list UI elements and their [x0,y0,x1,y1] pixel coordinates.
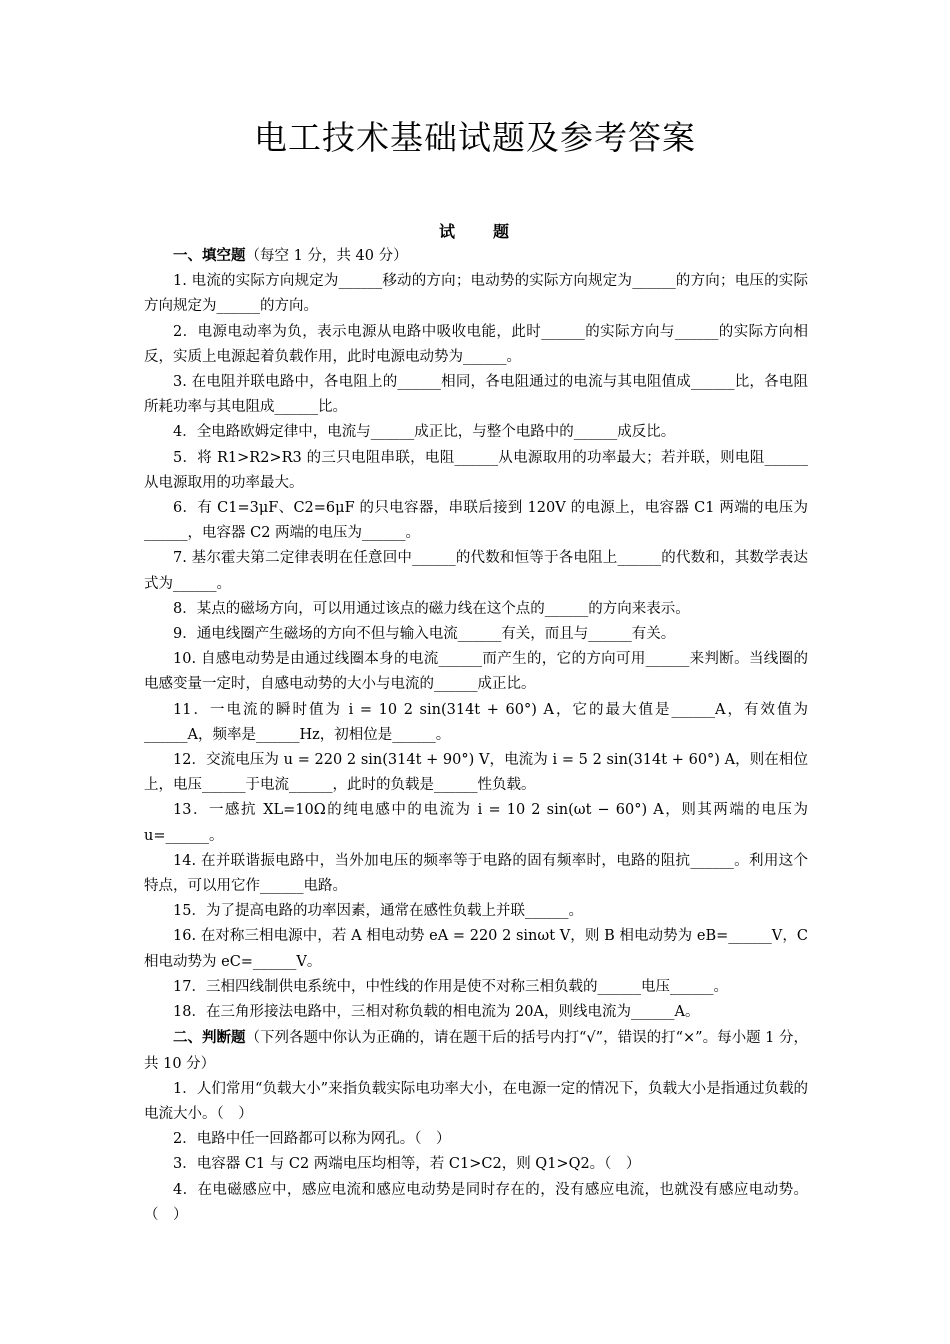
question-item: 12．交流电压为 u = 220 2 sin(314t + 90°) V，电流为 i = 5 2 sin(314t + 60°) A，则在相位上，电压______于电流______，此时的负载是______性负载。 [144,752,808,794]
question-item: 11．一电流的瞬时值为 i = 10 2 sin(314t + 60°) A，它的最大值是______A，有效值为______A，频率是______Hz，初相位是______。 [144,701,808,743]
section-subtitle: 试 题 [438,222,511,241]
question-item: 8．某点的磁场方向，可以用通过该点的磁力线在这个点的______的方向来表示。 [173,600,690,617]
question-item: 3．电容器 C1 与 C2 两端电压均相等，若 C1>C2，则 Q1>Q2。（ ） [173,1156,641,1173]
document-title: 电工技术基础试题及参考答案 [254,118,696,157]
question-item: 15．为了提高电路的功率因素，通常在感性负载上并联______。 [173,903,583,920]
question-item: 1. 电流的实际方向规定为______移动的方向；电动势的实际方向规定为______的方向；电压的实际方向规定为______的方向。 [144,273,808,315]
question-item: 4．在电磁感应中，感应电流和感应电动势是同时存在的，没有感应电流，也就没有感应电动势。（ ） [144,1181,808,1223]
question-item: 9．通电线圈产生磁场的方向不但与输入电流______有关，而且与______有关。 [173,626,676,643]
section-heading-fill-blank [144,243,808,269]
section-title: 二、判断题 [173,1029,246,1047]
question-item: 5．将 R1>R2>R3 的三只电阻串联，电阻______从电源取用的功率最大；若并联，则电阻______从电源取用的功率最大。 [144,449,808,491]
section-note: （每空 1 分，共 40 分） [245,248,408,264]
question-item: 18．在三角形接法电路中，三相对称负载的相电流为 20A，则线电流为______A。 [173,1004,700,1021]
question-item: 6．有 C1=3μF、C2=6μF 的只电容器，串联后接到 120V 的电源上，电容器 C1 两端的电压为______，电容器 C2 两端的电压为______。 [144,500,808,542]
section-heading-true-false [144,1025,808,1076]
question-item: 17．三相四线制供电系统中，中性线的作用是使不对称三相负载的______电压______。 [173,978,728,995]
question-body [144,243,808,1228]
question-item: 13．一感抗 XL=10Ω的纯电感中的电流为 i = 10 2 sin(ωt − 60°) A，则其两端的电压为u=______。 [144,802,808,844]
question-item: 2．电路中任一回路都可以称为网孔。（ ） [173,1131,451,1148]
question-item: 1．人们常用“负载大小”来指负载实际电功率大小，在电源一定的情况下，负载大小是指通过负载的电流大小。（ ） [144,1080,808,1122]
section-title: 一、填空题 [173,247,246,264]
question-item: 2．电源电动率为负，表示电源从电路中吸收电能，此时______的实际方向与______的实际方向相反，实质上电源起着负载作用，此时电源电动势为______。 [144,323,808,365]
question-item: 3. 在电阻并联电路中，各电阻上的______相同，各电阻通过的电流与其电阻值成______比，各电阻所耗功率与其电阻成______比。 [144,374,808,416]
question-item: 16. 在对称三相电源中，若 A 相电动势 eA = 220 2 sinωt V，则 B 相电动势为 eB=______V，C 相电动势为 eC=______V。 [144,928,808,970]
question-item: 4．全电路欧姆定律中，电流与______成正比，与整个电路中的______成反比。 [173,424,676,441]
section-note: （下列各题中你认为正确的，请在题干后的括号内打“√”，错误的打“×”。每小题 1 分，共 10 分） [144,1030,809,1072]
question-item: 10. 自感电动势是由通过线圈本身的电流______而产生的，它的方向可用______来判断。当线圈的电感变量一定时，自感电动势的大小与电流的______成正比。 [144,651,808,693]
question-item: 14. 在并联谐振电路中，当外加电压的频率等于电路的固有频率时，电路的阻抗______。利用这个特点，可以用它作______电路。 [144,852,808,895]
question-item: 7. 基尔霍夫第二定律表明在任意回中______的代数和恒等于各电阻上______的代数和，其数学表达式为______。 [144,550,808,592]
